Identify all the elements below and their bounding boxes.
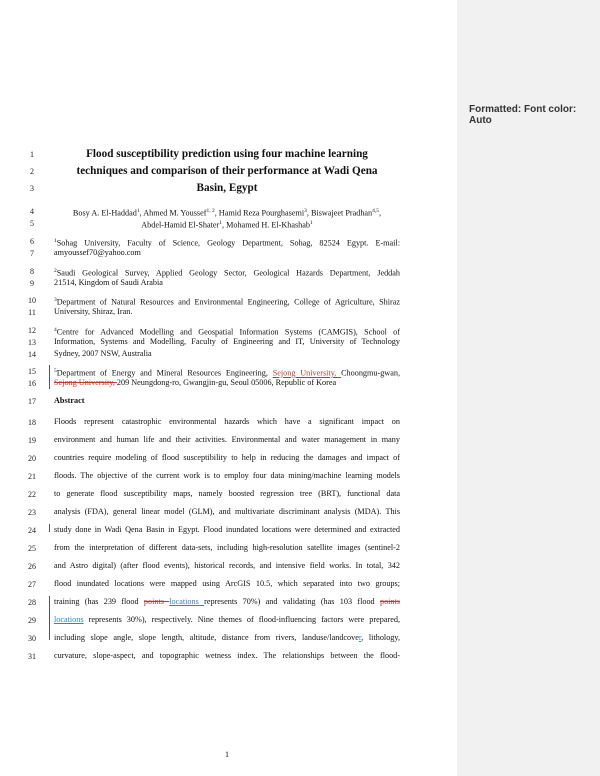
tracked-insertion[interactable]: r [358,633,362,642]
line-number: 5 [30,219,34,228]
abstract-line: Floods represent catastrophic environmental hazards which have a significant impact on [54,417,400,426]
change-bar [49,365,50,389]
line-number: 21 [28,472,36,481]
line-number: 31 [28,652,36,661]
line-number: 23 [28,508,36,517]
abstract-line: locations represents 30%), respectively. Nine themes of flood-influencing factors were prepared, [54,615,400,624]
abstract-line: floods. The objective of the current work is to employ four data mining/machine learning models [54,471,400,480]
line-number: 9 [30,279,34,288]
abstract-line: training (has 239 flood points locations represents 70%) and validating (has 103 flood points [54,597,400,606]
affiliation-4-cont2: Sydney, 2007 NSW, Australia [54,349,152,358]
affiliation-5: $^5$Department of Energy and Mineral Resources Engineering, Sejong University, Choongmu-gwan, [54,368,400,378]
tracked-insertion[interactable]: locations [54,615,84,624]
line-number: 16 [28,379,36,388]
line-number: 15 [28,367,36,376]
line-number: 18 [28,418,36,427]
line-number: 6 [30,237,34,246]
comments-label[interactable]: Formatted: Font color: Auto [469,104,577,126]
abstract-line: from the interpretation of different data-sets, including high-resolution satellite images (sentinel-2 [54,543,400,552]
affiliation-3-cont: University, Shiraz, Iran. [54,307,133,316]
line-number: 17 [28,397,36,406]
authors-line-1: Bosy A. El-Haddad$^1$, Ahmed M. Youssef$^{1, 2}$, Hamid Reza Pourghasemi$^3$, Biswajeet Pradhan$^{4,5}$, [72,208,382,218]
paper-title-line-3: Basin, Egypt [196,182,258,194]
line-number: 8 [30,267,34,276]
affiliation-1: $^1$Sohag University, Faculty of Science, Geology Department, Sohag, 82524 Egypt. E-mail: [54,238,400,248]
tracked-deletion[interactable]: points [379,597,400,606]
change-bar [49,596,50,640]
abstract-line: environment and human life and their activities. Environmental and water management in many [54,435,400,444]
line-number: 26 [28,562,36,571]
abstract-line: study done in Wadi Qena Basin in Egypt. Flood inundated locations were determined and extracted [54,525,400,534]
line-number: 2 [30,167,34,176]
affiliation-4-cont: Information, Systems and Modelling, Faculty of Engineering and IT, University of Technology [54,337,400,346]
line-number: 1 [30,150,34,159]
tracked-deletion[interactable]: Sejong University, [54,378,117,387]
line-number: 27 [28,580,36,589]
tracked-insertion[interactable]: Sejong University, [272,368,342,378]
abstract-line: analysis (FDA), general linear model (GLM), and multivariate discriminant analysis (MDA). This [54,507,400,516]
authors-line-2: Abdel-Hamid El-Shater$^1$, Mohamed H. El-Khashab$^1$ [141,220,313,230]
line-number: 29 [28,616,36,625]
abstract-line: and Astro digital) (after flood events), historical records, and intensive field works. In total, 342 [54,561,400,570]
line-number: 28 [28,598,36,607]
affiliation-5-cont: Sejong University, 209 Neungdong-ro, Gwangjin-gu, Seoul 05006, Republic of Korea [54,378,337,387]
line-number: 7 [30,249,34,258]
line-number: 13 [28,338,36,347]
page-number: 1 [225,750,229,759]
paper-title-line-2: techniques and comparison of their performance at Wadi Qena [76,165,378,177]
abstract-line: countries require modeling of flood susceptibility to help in reducing the damages and impact of [54,453,400,462]
affiliation-1-email: amyoussef70@yahoo.com [54,248,141,257]
tracked-deletion[interactable]: points [143,597,170,606]
abstract-line: curvature, slope-aspect, and topographic wetness index. The relationships between the flood- [54,651,400,660]
affiliation-3: $^3$Department of Natural Resources and Environmental Engineering, College of Agriculture, Shiraz [54,297,400,307]
line-number: 4 [30,207,34,216]
affiliation-4: $^4$Centre for Advanced Modelling and Geospatial Information Systems (CAMGIS), School of [54,327,400,337]
change-bar [49,524,50,532]
affiliation-2-cont: 21514, Kingdom of Saudi Arabia [54,278,163,287]
line-number: 30 [28,634,36,643]
line-number: 11 [28,308,36,317]
abstract-line: including slope angle, slope length, altitude, distance from rivers, landuse/landcover, lithology, [54,633,400,642]
tracked-insertion[interactable]: locations [169,597,205,606]
paper-title-line-1: Flood susceptibility prediction using four machine learning [86,148,368,160]
line-number: 19 [28,436,36,445]
abstract-heading: Abstract [54,396,85,405]
line-number: 20 [28,454,36,463]
line-number: 24 [28,526,36,535]
line-number: 25 [28,544,36,553]
affiliation-2: $^2$Saudi Geological Survey, Applied Geology Sector, Geological Hazards Department, Jeddah [54,268,400,278]
line-number: 3 [30,184,34,193]
line-number: 10 [28,296,36,305]
abstract-line: flood inundated locations were mapped using ArcGIS 10.5, which separated into two groups; [54,579,400,588]
line-number: 22 [28,490,36,499]
line-number: 14 [28,350,36,359]
abstract-line: to generate flood susceptibility maps, namely boosted regression tree (BRT), functional data [54,489,400,498]
line-number: 12 [28,326,36,335]
